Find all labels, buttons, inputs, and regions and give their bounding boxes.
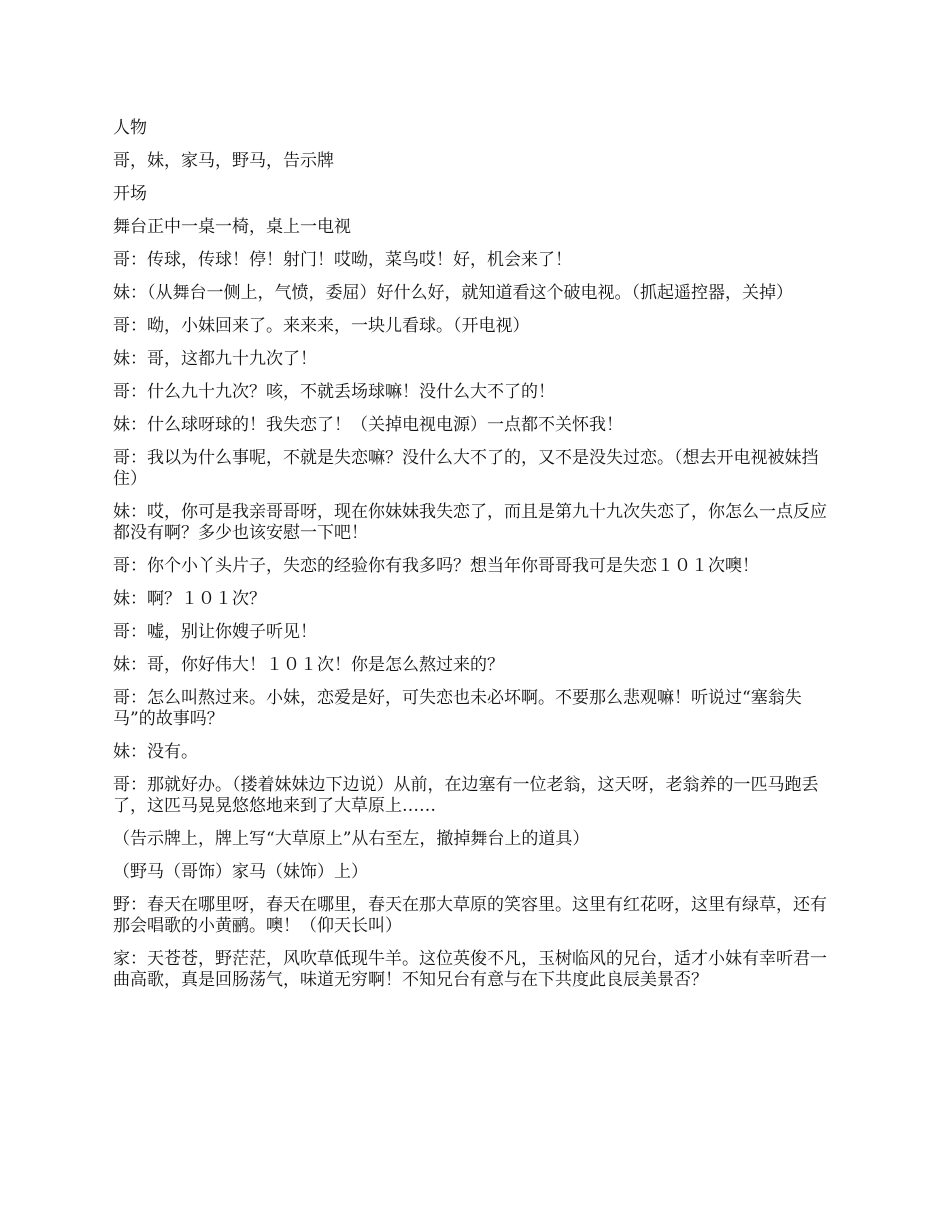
dialogue-line: 妹：哥，你好伟大！１０１次！你是怎么熬过来的？ (113, 655, 504, 675)
character-list: 哥，妹，家马，野马，告示牌 (113, 151, 334, 171)
dialogue-line: 妹：啊？１０１次？ (113, 589, 266, 609)
dialogue-line: 哥：传球，传球！停！射门！哎呦，菜鸟哎！好，机会来了！ (113, 250, 572, 270)
dialogue-line: 哥：那就好办。（搂着妹妹边下边说）从前，在边塞有一位老翁，这天呀，老翁养的一匹马跑丢了，这匹马晃晃悠悠地来到了大草原上…… (113, 775, 819, 816)
dialogue-line: 哥：嘘，别让你嫂子听见！ (113, 622, 317, 642)
dialogue-line: 家：天苍苍，野茫茫，风吹草低现牛羊。这位英俊不凡，玉树临风的兄台，适才小妹有幸听君一曲高歌，真是回肠荡气，味道无穷啊！不知兄台有意与在下共度此良辰美景否？ (113, 949, 827, 990)
dialogue-line: 哥：什么九十九次？咳，不就丢场球嘛！没什么大不了的！ (113, 382, 555, 402)
document-page (113, 118, 843, 1003)
dialogue-line: 哥：怎么叫熬过来。小妹，恋爱是好，可失恋也未必坏啊。不要那么悲观嘛！听说过“塞翁失马”的故事吗？ (113, 688, 802, 729)
dialogue-line: 妹：没有。 (113, 742, 198, 762)
dialogue-line: 妹：什么球呀球的！我失恋了！（关掉电视电源）一点都不关怀我！ (113, 415, 623, 435)
dialogue-line: 妹：（从舞台一侧上，气愤，委屈）好什么好，就知道看这个破电视。（抓起遥控器，关掉） (113, 283, 793, 303)
dialogue-line: 妹：哥，这都九十九次了！ (113, 349, 317, 369)
stage-direction: 舞台正中一桌一椅，桌上一电视 (113, 217, 351, 237)
dialogue-line: 哥：我以为什么事呢，不就是失恋嘛？没什么大不了的，又不是没失过恋。（想去开电视被妹挡住） (113, 448, 819, 489)
dialogue-line: 妹：哎，你可是我亲哥哥呀，现在你妹妹我失恋了，而且是第九十九次失恋了，你怎么一点反应都没有啊？多少也该安慰一下吧！ (113, 502, 827, 543)
stage-direction: （告示牌上，牌上写“大草原上”从右至左，撤掉舞台上的道具） (113, 829, 590, 849)
dialogue-line: 哥：你个小丫头片子，失恋的经验你有我多吗？想当年你哥哥我可是失恋１０１次噢！ (113, 556, 759, 576)
dialogue-line: 哥：呦，小妹回来了。来来来，一块儿看球。（开电视） (113, 316, 530, 336)
stage-direction: （野马（哥饰）家马（妹饰）上） (113, 862, 368, 882)
dialogue-line: 野：春天在哪里呀，春天在哪里，春天在那大草原的笑容里。这里有红花呀，这里有绿草，还有那会唱歌的小黄鹂。噢！（仰天长叫） (113, 895, 827, 936)
heading-characters: 人物 (113, 118, 147, 138)
heading-opening: 开场 (113, 184, 147, 204)
